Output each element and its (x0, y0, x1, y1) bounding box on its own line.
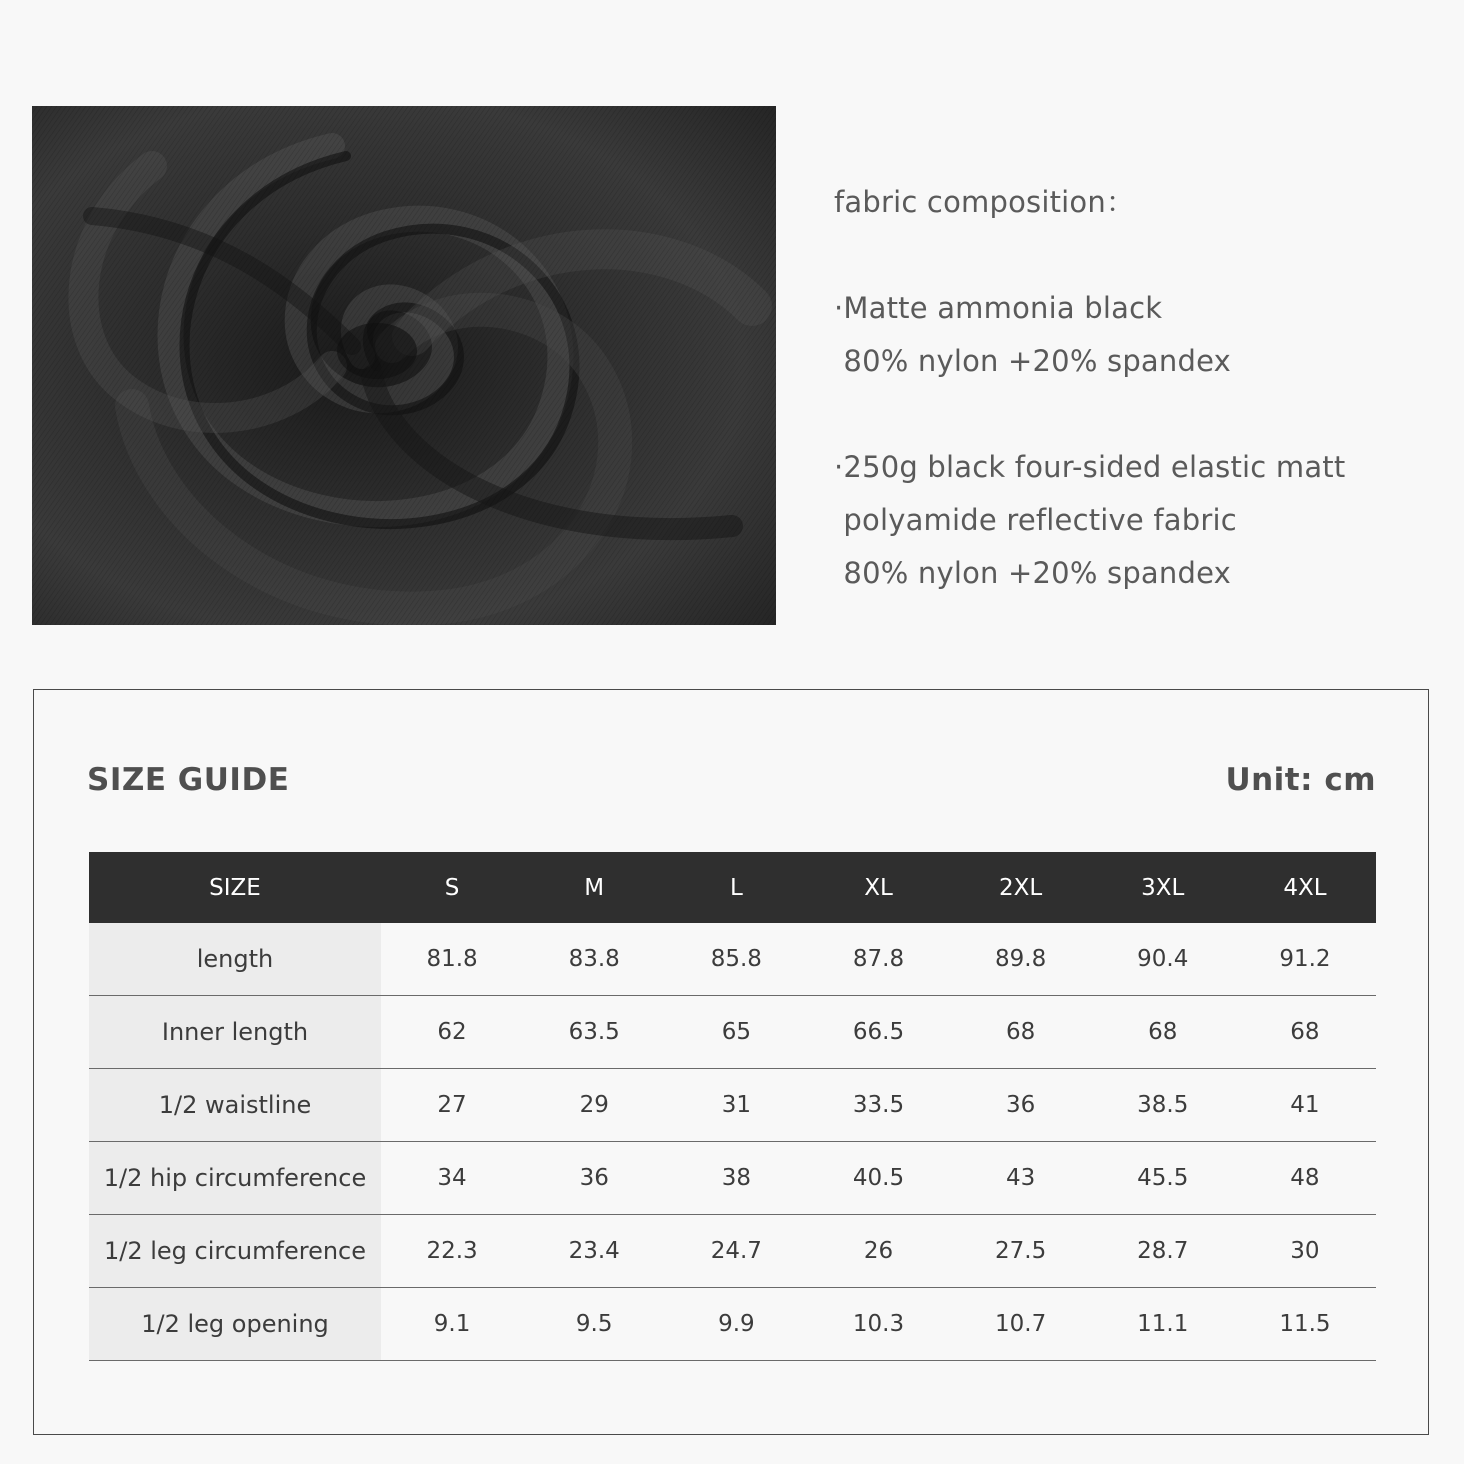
header-xl: XL (807, 852, 949, 923)
size-guide-panel (33, 689, 1429, 1435)
table-cell: 30 (1234, 1215, 1376, 1288)
table-cell: 90.4 (1092, 923, 1234, 996)
table-cell: 45.5 (1092, 1142, 1234, 1215)
composition-item-1-name: ·Matte ammonia black (834, 291, 1163, 325)
table-cell: 89.8 (950, 923, 1092, 996)
row-label: Inner length (89, 996, 381, 1069)
table-cell: 68 (1092, 996, 1234, 1069)
size-guide-unit: Unit: cm (1225, 762, 1376, 798)
table-cell: 48 (1234, 1142, 1376, 1215)
table-cell: 65 (665, 996, 807, 1069)
table-cell: 43 (950, 1142, 1092, 1215)
header-l: L (665, 852, 807, 923)
table-cell: 27 (381, 1069, 523, 1142)
table-row (89, 1215, 1376, 1288)
table-cell: 11.1 (1092, 1288, 1234, 1361)
table-cell: 38 (665, 1142, 807, 1215)
composition-item-1-material: 80% nylon +20% spandex (834, 344, 1231, 378)
table-cell: 66.5 (807, 996, 949, 1069)
table-cell: 10.7 (950, 1288, 1092, 1361)
table-cell: 83.8 (523, 923, 665, 996)
table-cell: 85.8 (665, 923, 807, 996)
table-cell: 91.2 (1234, 923, 1376, 996)
header-3xl: 3XL (1092, 852, 1234, 923)
composition-heading: fabric composition： (834, 185, 1136, 219)
header-size: SIZE (89, 852, 381, 923)
table-cell: 29 (523, 1069, 665, 1142)
table-cell: 87.8 (807, 923, 949, 996)
fabric-composition (834, 176, 1434, 600)
table-cell: 26 (807, 1215, 949, 1288)
row-label: 1/2 leg opening (89, 1288, 381, 1361)
table-row (89, 1288, 1376, 1361)
table-row (89, 923, 1376, 996)
composition-item-2-name-cont: polyamide reflective fabric (834, 503, 1237, 537)
header-s: S (381, 852, 523, 923)
table-cell: 62 (381, 996, 523, 1069)
table-cell: 40.5 (807, 1142, 949, 1215)
table-cell: 10.3 (807, 1288, 949, 1361)
table-cell: 36 (523, 1142, 665, 1215)
table-cell: 36 (950, 1069, 1092, 1142)
table-cell: 28.7 (1092, 1215, 1234, 1288)
table-row (89, 996, 1376, 1069)
header-2xl: 2XL (950, 852, 1092, 923)
table-cell: 9.5 (523, 1288, 665, 1361)
table-cell: 24.7 (665, 1215, 807, 1288)
table-cell: 27.5 (950, 1215, 1092, 1288)
fabric-swirl-graphic (32, 106, 776, 625)
table-cell: 23.4 (523, 1215, 665, 1288)
table-cell: 38.5 (1092, 1069, 1234, 1142)
table-cell: 68 (950, 996, 1092, 1069)
size-table (89, 852, 1376, 1361)
size-guide-title: SIZE GUIDE (87, 762, 290, 798)
table-cell: 9.1 (381, 1288, 523, 1361)
header-4xl: 4XL (1234, 852, 1376, 923)
table-cell: 33.5 (807, 1069, 949, 1142)
table-cell: 34 (381, 1142, 523, 1215)
row-label: 1/2 hip circumference (89, 1142, 381, 1215)
table-cell: 11.5 (1234, 1288, 1376, 1361)
row-label: 1/2 leg circumference (89, 1215, 381, 1288)
table-cell: 9.9 (665, 1288, 807, 1361)
table-row (89, 1069, 1376, 1142)
table-cell: 41 (1234, 1069, 1376, 1142)
table-cell: 22.3 (381, 1215, 523, 1288)
row-label: length (89, 923, 381, 996)
table-row (89, 1142, 1376, 1215)
composition-item-2-material: 80% nylon +20% spandex (834, 556, 1231, 590)
table-cell: 31 (665, 1069, 807, 1142)
fabric-swatch-image (32, 106, 776, 625)
table-cell: 63.5 (523, 996, 665, 1069)
size-table-header-row (89, 852, 1376, 923)
composition-item-2-name: ·250g black four-sided elastic matt (834, 450, 1346, 484)
header-m: M (523, 852, 665, 923)
row-label: 1/2 waistline (89, 1069, 381, 1142)
table-cell: 81.8 (381, 923, 523, 996)
table-cell: 68 (1234, 996, 1376, 1069)
